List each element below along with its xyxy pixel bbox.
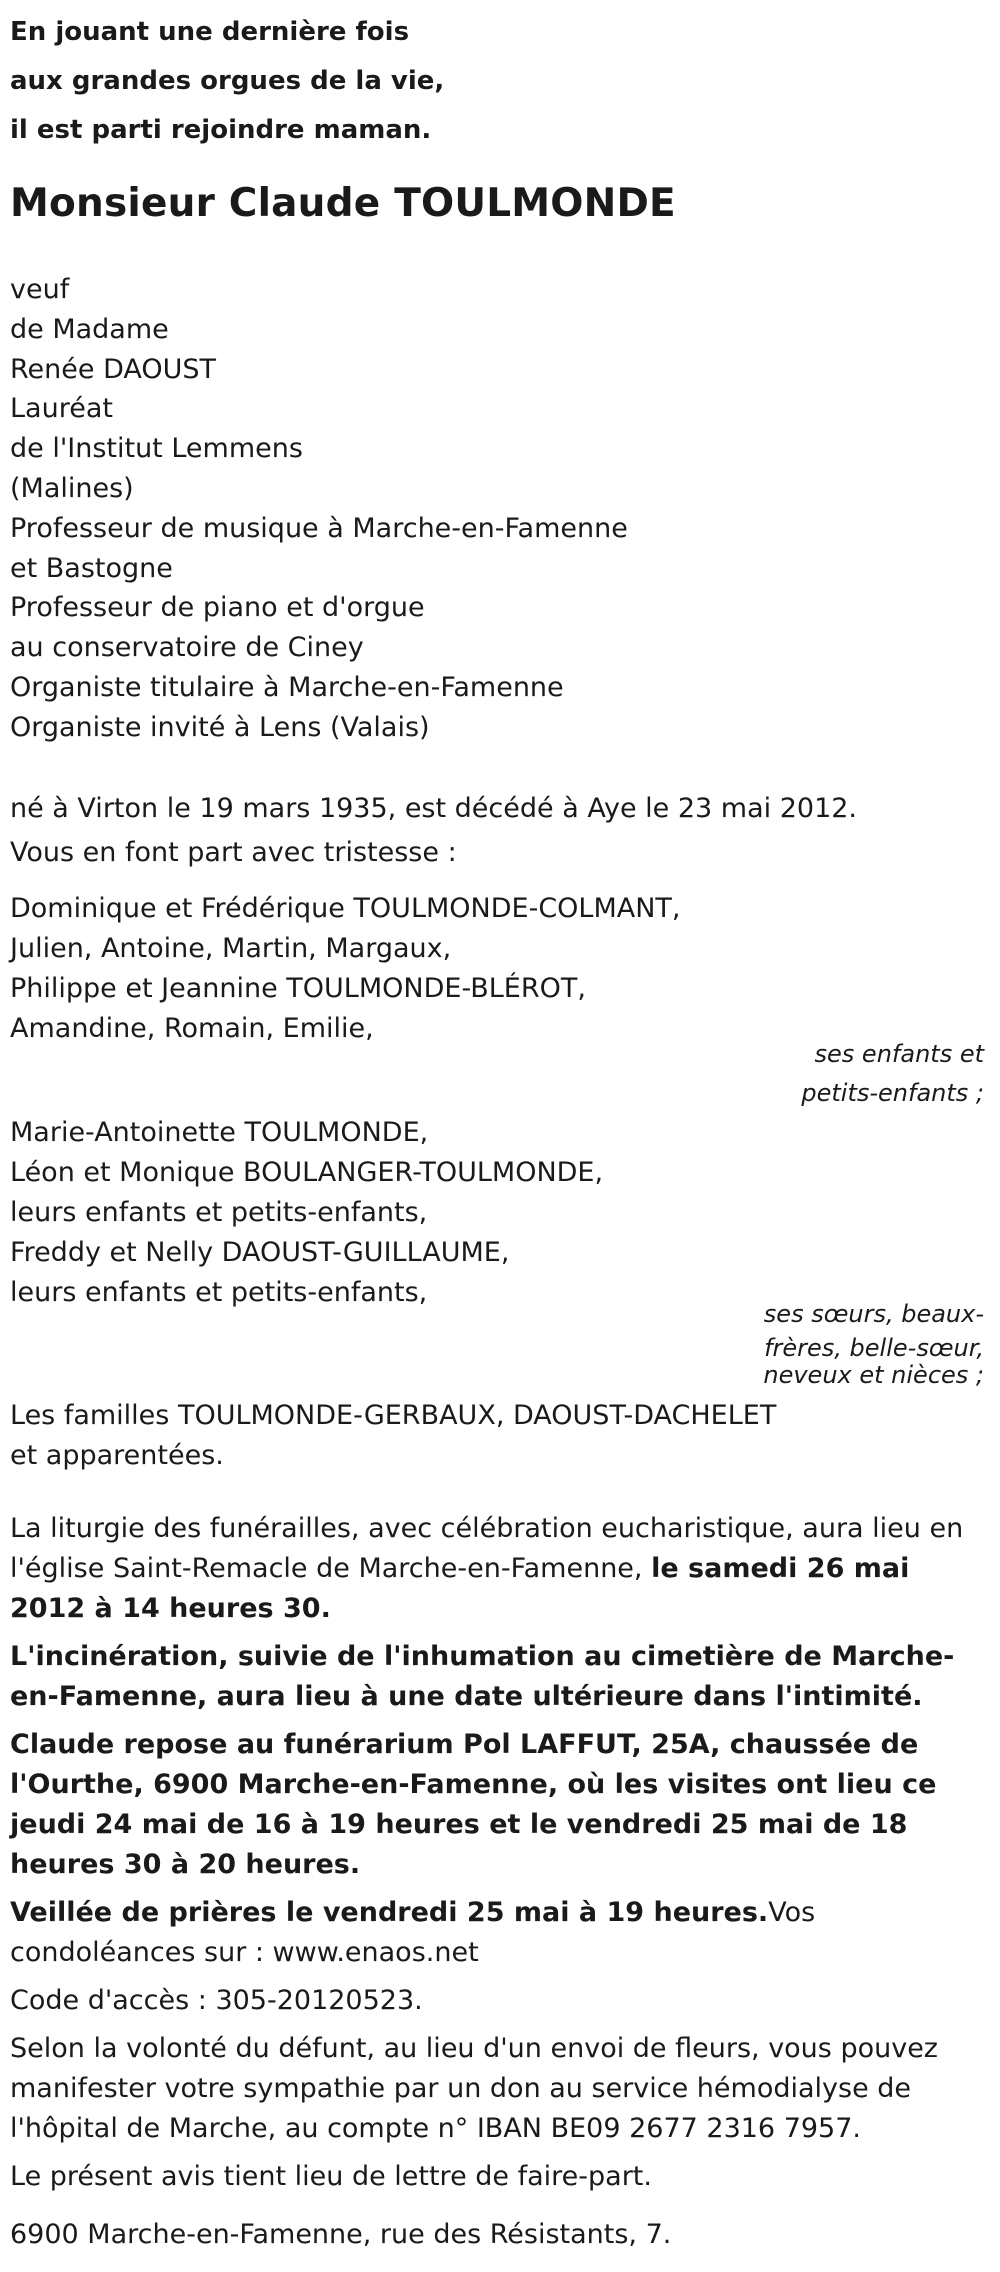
vigil-paragraph <box>10 1893 985 1973</box>
relation-line: neveux et nièces ; <box>763 1361 984 1389</box>
family-member: Julien, Antoine, Martin, Margaux, <box>10 933 452 964</box>
family-member: Léon et Monique BOULANGER-TOULMONDE, <box>10 1157 604 1188</box>
relation-line: ses sœurs, beaux- <box>763 1300 984 1328</box>
siblings-list <box>10 1113 985 1313</box>
condolences-text: Vos condoléances sur : www.enaos.net <box>10 1897 816 1968</box>
description-line: (Malines) <box>10 472 134 504</box>
families-section <box>10 1396 985 1476</box>
deceased-description <box>10 270 985 748</box>
deceased-name: Monsieur Claude TOULMONDE <box>10 181 676 226</box>
description-line: Renée DAOUST <box>10 353 217 385</box>
family-member: Philippe et Jeannine TOULMONDE-BLÉROT, <box>10 973 586 1004</box>
announcement-intro: Vous en font part avec tristesse : <box>10 837 457 868</box>
family-member: Freddy et Nelly DAOUST-GUILLAUME, <box>10 1237 510 1268</box>
family-member: leurs enfants et petits-enfants, <box>10 1197 428 1228</box>
funeral-details <box>10 1509 985 2197</box>
family-member: leurs enfants et petits-enfants, <box>10 1277 428 1308</box>
description-line: de l'Institut Lemmens <box>10 433 303 465</box>
description-line: et Bastogne <box>10 552 173 584</box>
epitaph-line: aux grandes orgues de la vie, <box>10 66 445 96</box>
children-list <box>10 889 985 1049</box>
birth-death-line: né à Virton le 19 mars 1935, est décédé à Aye le 23 mai 2012. <box>10 793 858 824</box>
cremation-paragraph: L'incinération, suivie de l'inhumation au cimetière de Marche-en-Famenne, aura lieu à une date ultérieure dans l'intimité. <box>10 1641 955 1712</box>
donation-paragraph: Selon la volonté du défunt, au lieu d'un envoi de fleurs, vous pouvez manifester votre sympathie par un don au service hémodialyse de l'hôpital de Marche, au compte n° IBAN BE09 2677 2316 7957. <box>10 2033 938 2144</box>
family-member: Dominique et Frédérique TOULMONDE-COLMANT, <box>10 893 681 924</box>
funeral-paragraph <box>10 1509 985 1629</box>
families-line: et apparentées. <box>10 1440 224 1471</box>
epitaph-line: En jouant une dernière fois <box>10 17 410 47</box>
description-line: au conservatoire de Ciney <box>10 632 364 664</box>
funerarium-paragraph: Claude repose au funérarium Pol LAFFUT, 25A, chaussée de l'Ourthe, 6900 Marche-en-Famenne, où les visites ont lieu ce jeudi 24 mai de 16 à 19 heures et le vendredi 25 mai de 18 heures 30 à 20 heures. <box>10 1729 937 1880</box>
family-member: Amandine, Romain, Emilie, <box>10 1013 374 1044</box>
relation-line: petits-enfants ; <box>801 1079 984 1107</box>
notice-paragraph: Le présent avis tient lieu de lettre de faire-part. <box>10 2161 652 2192</box>
description-line: Organiste titulaire à Marche-en-Famenne <box>10 671 564 703</box>
siblings-relation <box>763 1296 984 1389</box>
relation-line: ses enfants et <box>814 1040 984 1068</box>
epitaph <box>10 8 985 155</box>
family-member: Marie-Antoinette TOULMONDE, <box>10 1117 429 1148</box>
birth-death-section <box>10 787 985 875</box>
description-line: Organiste invité à Lens (Valais) <box>10 711 430 743</box>
description-line: Professeur de piano et d'orgue <box>10 592 425 624</box>
families-line: Les familles TOULMONDE-GERBAUX, DAOUST-DACHELET <box>10 1400 777 1431</box>
access-code: Code d'accès : 305-20120523. <box>10 1985 423 2016</box>
description-line: veuf <box>10 274 70 305</box>
funeral-date: le samedi 26 mai 2012 à 14 heures 30. <box>10 1553 910 1624</box>
relation-line: frères, belle-sœur, <box>764 1334 984 1362</box>
epitaph-line: il est parti rejoindre maman. <box>10 115 432 145</box>
vigil-time: Veillée de prières le vendredi 25 mai à 19 heures. <box>10 1897 769 1928</box>
address: 6900 Marche-en-Famenne, rue des Résistants, 7. <box>10 2219 672 2250</box>
funeral-text: La liturgie des funérailles, avec célébration eucharistique, aura lieu en l'église Saint-Remacle de Marche-en-Famenne, <box>10 1513 964 1584</box>
description-line: Lauréat <box>10 393 113 425</box>
description-line: Professeur de musique à Marche-en-Famenne <box>10 512 628 544</box>
children-relation <box>801 1035 984 1113</box>
description-line: de Madame <box>10 313 169 345</box>
